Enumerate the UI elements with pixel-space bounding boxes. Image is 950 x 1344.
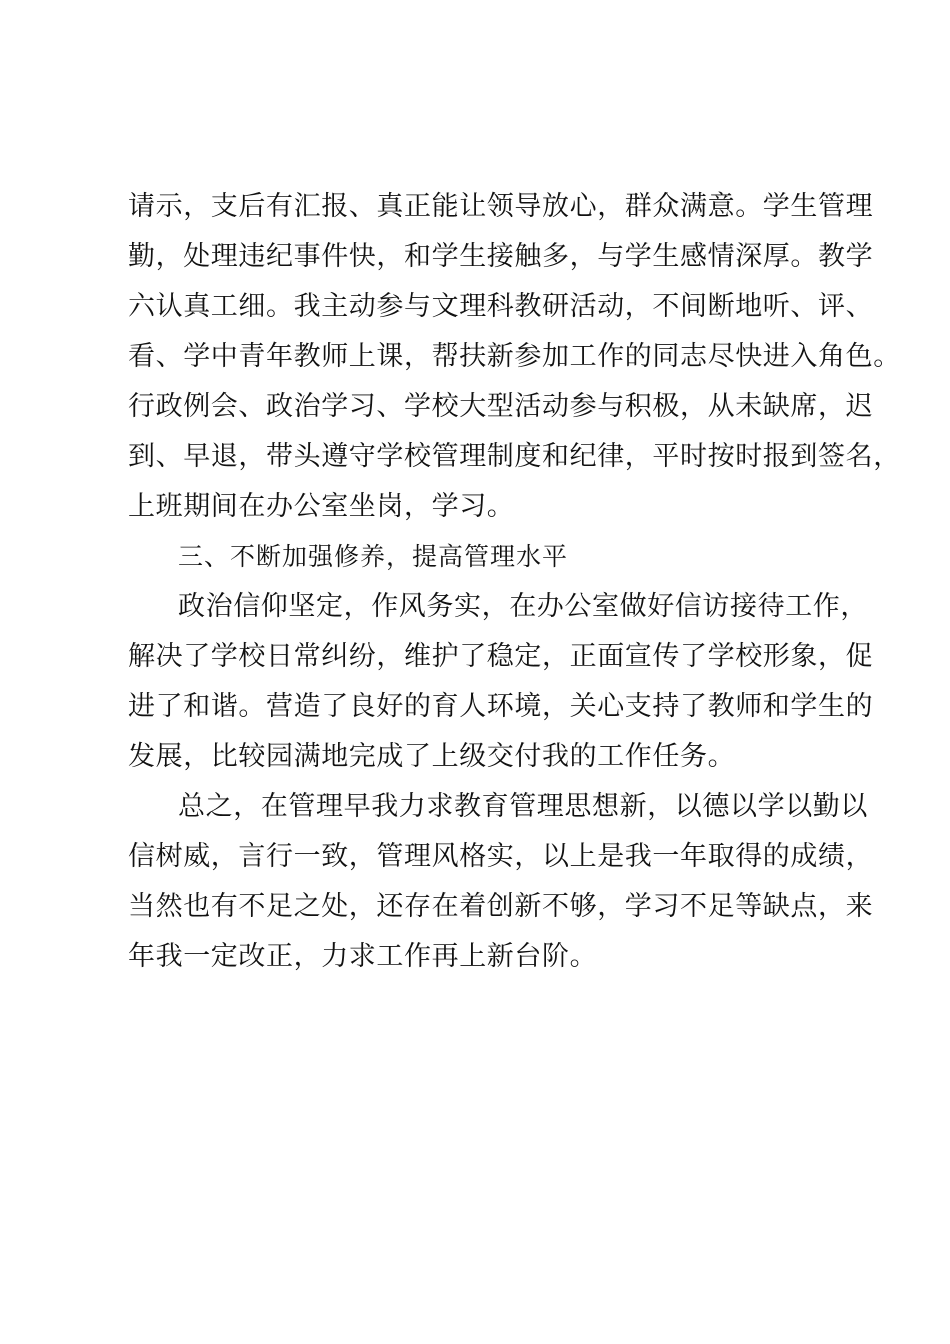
paragraph-line: 到、早退，带头遵守学校管理制度和纪律，平时按时报到签名， <box>128 441 901 472</box>
paragraph-line: 信树威，言行一致，管理风格实，以上是我一年取得的成绩， <box>128 841 874 872</box>
paragraph-line: 进了和谐。营造了良好的育人环境，关心支持了教师和学生的 <box>128 691 874 722</box>
document-body <box>128 182 901 982</box>
paragraph-line: 当然也有不足之处，还存在着创新不够，学习不足等缺点，来 <box>128 891 874 922</box>
paragraph-line: 年我一定改正，力求工作再上新台阶。 <box>128 941 598 972</box>
paragraph-line: 发展，比较园满地完成了上级交付我的工作任务。 <box>128 741 736 772</box>
paragraph-line: 政治信仰坚定，作风务实，在办公室做好信访接待工作， <box>178 591 868 622</box>
paragraph-line: 勤，处理违纪事件快，和学生接触多，与学生感情深厚。教学 <box>128 241 874 272</box>
paragraph-line: 上班期间在办公室坐岗，学习。 <box>128 491 515 522</box>
paragraph-line: 总之，在管理早我力求教育管理思想新，以德以学以勤以 <box>178 791 868 822</box>
paragraph-line: 看、学中青年教师上课，帮扶新参加工作的同志尽快进入角色。 <box>128 341 901 372</box>
section-heading: 三、不断加强修养，提高管理水平 <box>178 542 569 571</box>
paragraph-line: 请示，支后有汇报、真正能让领导放心，群众满意。学生管理 <box>128 191 874 222</box>
paragraph-line: 行政例会、政治学习、学校大型活动参与积极，从未缺席，迟 <box>128 391 874 422</box>
paragraph-line: 六认真工细。我主动参与文理科教研活动，不间断地听、评、 <box>128 291 874 322</box>
paragraph-line: 解决了学校日常纠纷，维护了稳定，正面宣传了学校形象，促 <box>128 641 874 672</box>
